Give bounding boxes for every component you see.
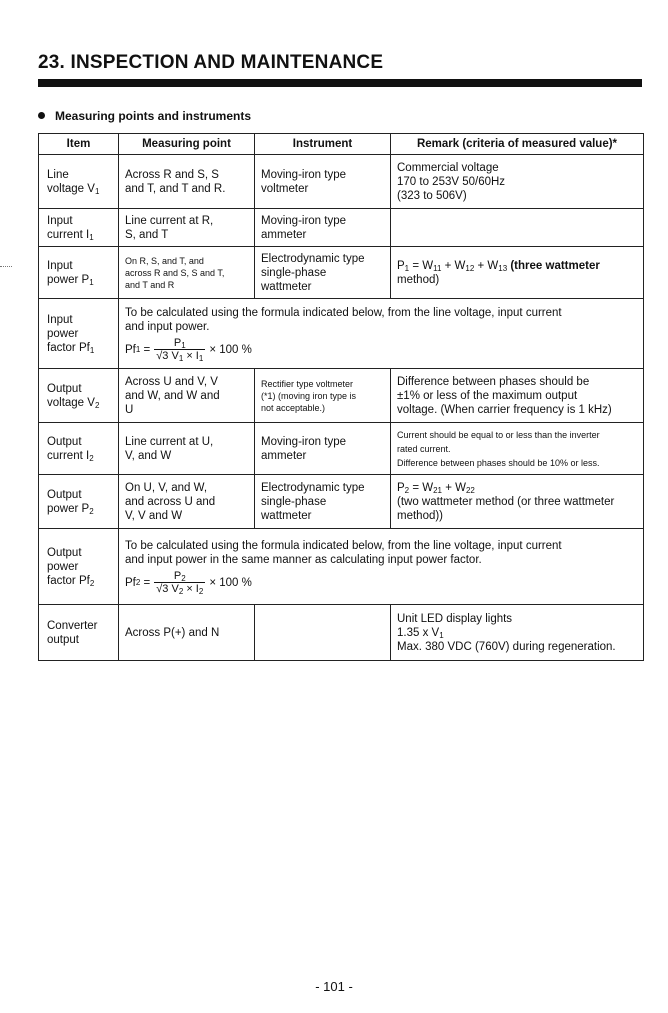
subscript: 11 bbox=[433, 264, 442, 273]
point-text: Across P(+) and N bbox=[125, 627, 220, 639]
instrument-text: wattmeter bbox=[261, 281, 312, 293]
section-title bbox=[38, 109, 251, 123]
header-remark: Remark (criteria of measured value)* bbox=[391, 134, 644, 155]
subscript: 1 bbox=[89, 346, 95, 355]
remark-cell bbox=[391, 423, 644, 475]
instrument-text: single-phase bbox=[261, 496, 327, 508]
section-title-text: Measuring points and instruments bbox=[55, 109, 252, 123]
header-item: Item bbox=[39, 134, 119, 155]
remark-text: = W bbox=[409, 482, 434, 494]
remark-text: + W bbox=[474, 260, 499, 272]
item-text: voltage V bbox=[47, 183, 95, 195]
remark-text: Difference between phases should be bbox=[397, 376, 590, 388]
remark-text: Current should be equal to or less than the inverter bbox=[397, 430, 600, 440]
item-text: Converter bbox=[47, 620, 98, 632]
remark-cell bbox=[391, 475, 644, 529]
point-text: Line current at R, bbox=[125, 215, 214, 227]
remark-cell bbox=[391, 209, 644, 247]
remark-text: ±1% or less of the maximum output bbox=[397, 390, 578, 402]
point-text: and W, and W and bbox=[125, 390, 220, 402]
table-row bbox=[39, 209, 644, 247]
point-text: U bbox=[125, 404, 134, 416]
item-text: current I bbox=[47, 229, 90, 241]
instrument-cell bbox=[255, 475, 391, 529]
point-cell bbox=[119, 369, 255, 423]
item-text: power bbox=[47, 561, 79, 573]
point-text: S, and T bbox=[125, 229, 169, 241]
formula: Pf 2 = $\frac{P_2}{√3 V_2 \times I_2}$ × 100 % bbox=[125, 570, 252, 596]
item-text: Output bbox=[47, 547, 82, 559]
subscript: 1 bbox=[94, 187, 100, 196]
point-text: across R and S, S and T, bbox=[125, 268, 225, 278]
point-text: Across R and S, S bbox=[125, 169, 219, 181]
item-cell bbox=[39, 475, 119, 529]
item-text: Input bbox=[47, 314, 73, 326]
subscript: 1 bbox=[198, 354, 204, 363]
instrument-text: wattmeter bbox=[261, 510, 312, 522]
instrument-text: Electrodynamic type bbox=[261, 253, 365, 265]
subscript: 1 bbox=[404, 264, 410, 273]
point-cell bbox=[119, 247, 255, 299]
point-text: On U, V, and W, bbox=[125, 482, 208, 494]
table-row bbox=[39, 529, 644, 605]
remark-text: (three wattmeter bbox=[507, 260, 600, 272]
fraction bbox=[154, 338, 205, 362]
den-text: × I bbox=[183, 583, 199, 595]
calc-text: and input power in the same manner as calculating input power factor. bbox=[125, 554, 482, 566]
point-text: Line current at U, bbox=[125, 436, 214, 448]
page-title: 23. INSPECTION AND MAINTENANCE bbox=[38, 52, 384, 73]
item-text: power P bbox=[47, 274, 90, 286]
calculation-cell bbox=[119, 529, 644, 605]
fraction bbox=[154, 571, 205, 595]
calc-text: and input power. bbox=[125, 321, 210, 333]
measurement-table bbox=[38, 133, 644, 661]
subscript: 2 bbox=[89, 454, 94, 463]
item-text: Output bbox=[47, 489, 82, 501]
table-row bbox=[39, 369, 644, 423]
subscript: 2 bbox=[404, 486, 410, 495]
page-number: - 101 - bbox=[315, 979, 353, 994]
denominator bbox=[154, 582, 205, 595]
point-cell bbox=[119, 605, 255, 661]
calc-text: To be calculated using the formula indicated below, from the line voltage, input current bbox=[125, 307, 562, 319]
subscript: 1 bbox=[89, 278, 94, 287]
item-text: Line bbox=[47, 169, 69, 181]
remark-cell bbox=[391, 369, 644, 423]
remark-text: 1.35 x V bbox=[397, 627, 440, 639]
formula: Pf 1 = $\frac{P_1}{√3 V_1 \times I_1}$ × 100 % bbox=[125, 337, 252, 363]
table-row bbox=[39, 475, 644, 529]
remark-text: + W bbox=[441, 260, 466, 272]
point-text: V, and W bbox=[125, 450, 172, 462]
formula-lhs: Pf bbox=[125, 577, 136, 589]
remark-text: voltage. (When carrier frequency is 1 kHz) bbox=[397, 404, 612, 416]
point-text: Across U and V, V bbox=[125, 376, 218, 388]
instrument-text: single-phase bbox=[261, 267, 327, 279]
subscript: 1 bbox=[178, 354, 184, 363]
remark-text: method)) bbox=[397, 510, 444, 522]
item-text: Output bbox=[47, 383, 82, 395]
table-row bbox=[39, 247, 644, 299]
point-cell bbox=[119, 475, 255, 529]
instrument-cell bbox=[255, 247, 391, 299]
remark-text: Difference between phases should be 10% or less. bbox=[397, 458, 600, 468]
remark-text: (two wattmeter method (or three wattmeter bbox=[397, 496, 615, 508]
remark-text: Max. 380 VDC (760V) during regeneration. bbox=[397, 641, 616, 653]
remark-text: P bbox=[397, 482, 405, 494]
remark-cell bbox=[391, 247, 644, 299]
header-instrument: Instrument bbox=[255, 134, 391, 155]
point-text: and T and R bbox=[125, 280, 175, 290]
subscript: 1 bbox=[439, 631, 444, 640]
remark-text: rated current. bbox=[397, 444, 451, 454]
point-cell bbox=[119, 423, 255, 475]
instrument-cell bbox=[255, 155, 391, 209]
point-text: V, V and W bbox=[125, 510, 183, 522]
den-text: √3 V bbox=[156, 583, 179, 595]
calc-text: To be calculated using the formula indicated below, from the line voltage, input current bbox=[125, 540, 562, 552]
item-cell bbox=[39, 209, 119, 247]
remark-text: Commercial voltage bbox=[397, 162, 499, 174]
item-cell bbox=[39, 299, 119, 369]
table-row bbox=[39, 155, 644, 209]
subscript: 2 bbox=[181, 574, 186, 583]
item-cell bbox=[39, 423, 119, 475]
item-text: current I bbox=[47, 450, 90, 462]
table-header-row bbox=[39, 134, 644, 155]
item-text: Input bbox=[47, 260, 73, 272]
point-text: On R, S, and T, and bbox=[125, 256, 204, 266]
remark-cell bbox=[391, 155, 644, 209]
remark-text: = W bbox=[409, 260, 434, 272]
table-row bbox=[39, 299, 644, 369]
item-text: output bbox=[47, 634, 79, 646]
instrument-text: Moving-iron type bbox=[261, 215, 347, 227]
remark-text: (323 to 506V) bbox=[397, 190, 467, 202]
instrument-text: not acceptable.) bbox=[261, 403, 326, 413]
item-cell bbox=[39, 605, 119, 661]
item-text: power bbox=[47, 328, 79, 340]
table-row bbox=[39, 605, 644, 661]
instrument-cell bbox=[255, 369, 391, 423]
remark-text: + W bbox=[442, 482, 466, 494]
instrument-cell bbox=[255, 423, 391, 475]
subscript: 22 bbox=[465, 486, 475, 495]
instrument-text: (*1) (moving iron type is bbox=[261, 391, 357, 401]
subscript: 12 bbox=[465, 264, 475, 273]
instrument-text: Rectifier type voltmeter bbox=[261, 379, 354, 389]
subscript: 1 bbox=[181, 341, 186, 350]
formula-tail: × 100 % bbox=[209, 344, 252, 356]
item-cell bbox=[39, 369, 119, 423]
point-cell bbox=[119, 209, 255, 247]
instrument-text: ammeter bbox=[261, 229, 307, 241]
header-measuring-point: Measuring point bbox=[119, 134, 255, 155]
remark-text: Unit LED display lights bbox=[397, 613, 513, 625]
item-cell bbox=[39, 529, 119, 605]
calculation-cell bbox=[119, 299, 644, 369]
remark-text: method) bbox=[397, 274, 440, 286]
instrument-text: ammeter bbox=[261, 450, 307, 462]
point-text: and T, and T and R. bbox=[125, 183, 226, 195]
instrument-text: voltmeter bbox=[261, 183, 309, 195]
instrument-text: Electrodynamic type bbox=[261, 482, 365, 494]
instrument-cell bbox=[255, 209, 391, 247]
table-row bbox=[39, 423, 644, 475]
den-text: √3 V bbox=[156, 350, 179, 362]
denominator bbox=[154, 349, 205, 362]
formula-tail: × 100 % bbox=[209, 577, 252, 589]
subscript: 2 bbox=[89, 579, 95, 588]
instrument-cell bbox=[255, 605, 391, 661]
point-text: and across U and bbox=[125, 496, 216, 508]
num-text: P bbox=[173, 570, 182, 582]
subscript: 1 bbox=[89, 233, 94, 242]
subscript: 2 bbox=[89, 507, 94, 516]
subscript: 2 bbox=[178, 587, 184, 596]
instrument-text: Moving-iron type bbox=[261, 436, 347, 448]
item-text: factor Pf bbox=[47, 342, 90, 354]
margin-mark bbox=[0, 266, 12, 268]
point-cell bbox=[119, 155, 255, 209]
remark-cell bbox=[391, 605, 644, 661]
num-text: P bbox=[173, 337, 182, 349]
numerator bbox=[172, 571, 188, 582]
subscript: 2 bbox=[198, 587, 204, 596]
instrument-text: Moving-iron type bbox=[261, 169, 347, 181]
den-text: × I bbox=[183, 350, 199, 362]
title-rule bbox=[38, 79, 642, 87]
formula-lhs: Pf bbox=[125, 344, 136, 356]
bullet-icon bbox=[38, 112, 45, 119]
subscript: 21 bbox=[433, 486, 442, 495]
item-text: Output bbox=[47, 436, 82, 448]
numerator bbox=[172, 338, 188, 349]
item-text: Input bbox=[47, 215, 73, 227]
remark-text: P bbox=[397, 260, 405, 272]
subscript: 2 bbox=[94, 401, 100, 410]
item-text: power P bbox=[47, 503, 90, 515]
item-cell bbox=[39, 247, 119, 299]
item-cell bbox=[39, 155, 119, 209]
item-text: voltage V bbox=[47, 397, 95, 409]
item-text: factor Pf bbox=[47, 575, 90, 587]
remark-text: 170 to 253V 50/60Hz bbox=[397, 176, 506, 188]
subscript: 13 bbox=[498, 264, 508, 273]
